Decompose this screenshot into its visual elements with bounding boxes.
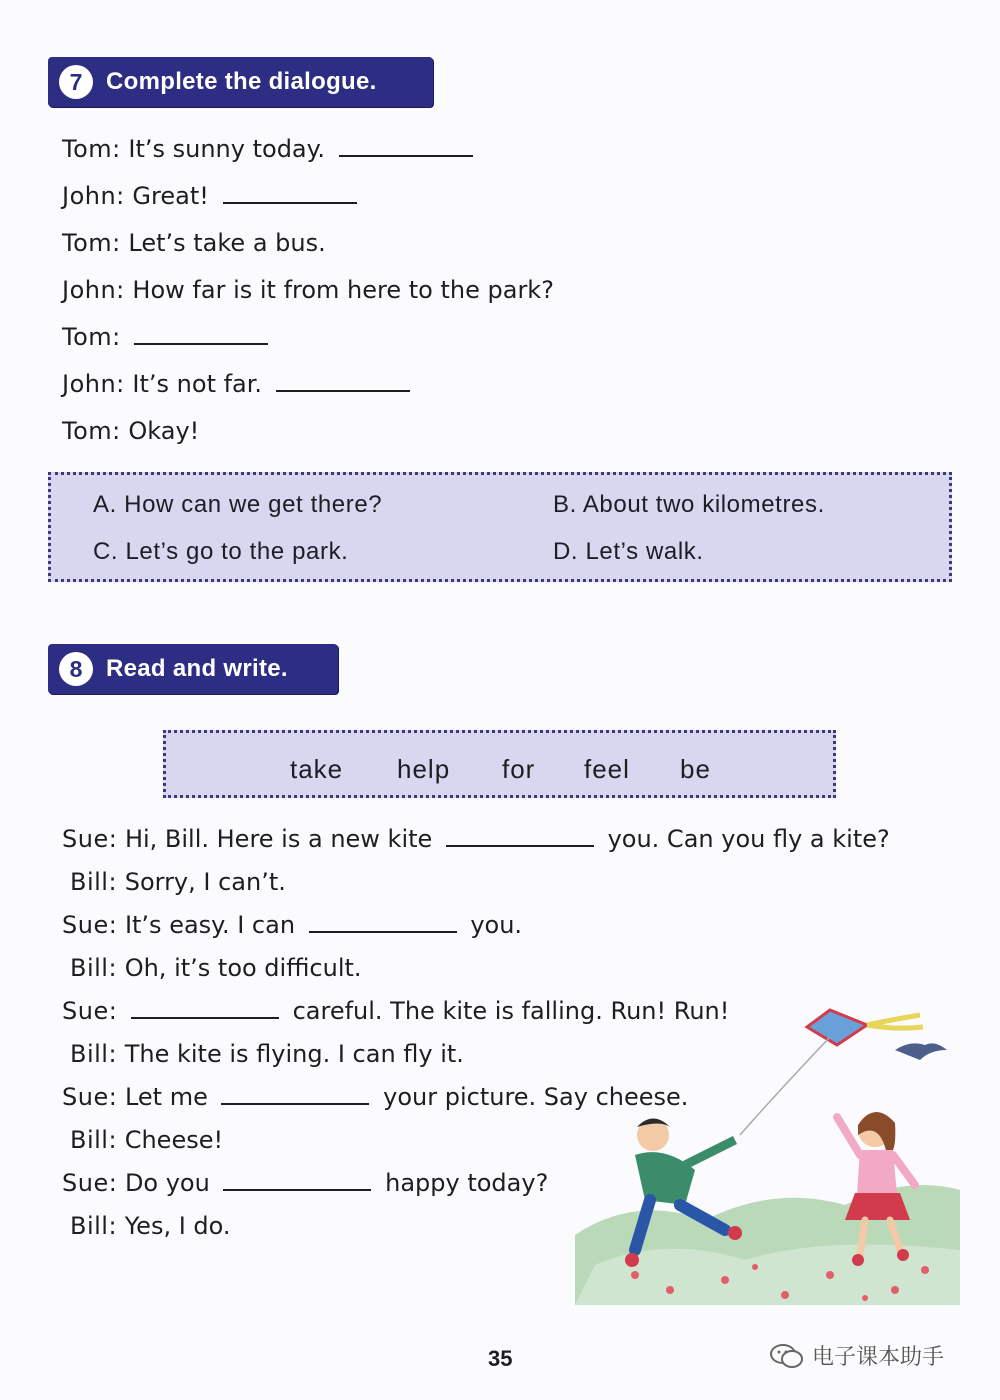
line-text: It’s sunny today. bbox=[128, 135, 326, 163]
section-title: Complete the dialogue. bbox=[106, 68, 377, 95]
word-bank-word: take bbox=[290, 754, 344, 784]
dialogue-line bbox=[70, 1126, 223, 1154]
line-text: Oh, it’s too difficult. bbox=[124, 954, 362, 982]
line-text: Hi, Bill. Here is a new kite bbox=[124, 825, 433, 853]
speaker: Tom: bbox=[62, 229, 121, 257]
dialogue-line bbox=[62, 276, 554, 304]
speaker: Tom: bbox=[62, 323, 121, 351]
option-c: C. Let’s go to the park. bbox=[93, 538, 349, 565]
dialogue-line bbox=[62, 911, 522, 939]
speaker: Sue: bbox=[62, 911, 118, 939]
dialogue-line bbox=[70, 868, 286, 896]
speaker: Sue: bbox=[62, 1083, 118, 1111]
answer-blank[interactable] bbox=[223, 182, 357, 204]
page-number: 35 bbox=[488, 1346, 513, 1371]
dialogue-line bbox=[62, 229, 326, 257]
dialogue-line bbox=[62, 135, 479, 163]
line-text: Let’s take a bus. bbox=[128, 229, 326, 257]
options-box bbox=[48, 472, 952, 582]
speaker: John: bbox=[62, 276, 125, 304]
speaker: Bill: bbox=[70, 954, 118, 982]
section-8-banner bbox=[48, 644, 338, 694]
dialogue-line bbox=[70, 1040, 464, 1068]
section-7-banner bbox=[48, 57, 433, 107]
speaker: Bill: bbox=[70, 1212, 118, 1240]
line-text: happy today? bbox=[385, 1169, 549, 1197]
line-text: careful. The kite is falling. Run! Run! bbox=[292, 997, 730, 1025]
line-text: It’s easy. I can bbox=[124, 911, 296, 939]
answer-blank[interactable] bbox=[131, 997, 279, 1019]
answer-blank[interactable] bbox=[223, 1169, 371, 1191]
line-text: Great! bbox=[132, 182, 209, 210]
word-bank-word: be bbox=[680, 754, 711, 784]
answer-blank[interactable] bbox=[446, 825, 594, 847]
line-text: Do you bbox=[124, 1169, 210, 1197]
line-text: Sorry, I can’t. bbox=[124, 868, 286, 896]
kite-icon bbox=[740, 1010, 923, 1135]
speaker: John: bbox=[62, 370, 125, 398]
dialogue-line bbox=[70, 954, 362, 982]
line-text: How far is it from here to the park? bbox=[132, 276, 554, 304]
line-text: The kite is flying. I can fly it. bbox=[124, 1040, 464, 1068]
answer-blank[interactable] bbox=[221, 1083, 369, 1105]
line-text: you. bbox=[470, 911, 523, 939]
answer-blank[interactable] bbox=[309, 911, 457, 933]
dialogue-line bbox=[70, 1212, 231, 1240]
line-text: your picture. Say cheese. bbox=[383, 1083, 689, 1111]
section-number: 7 bbox=[59, 65, 93, 99]
section-title: Read and write. bbox=[106, 655, 288, 682]
watermark-text: 电子课本助手 bbox=[812, 1345, 945, 1370]
word-bank-word: feel bbox=[584, 754, 630, 784]
line-text: It’s not far. bbox=[132, 370, 263, 398]
speaker: John: bbox=[62, 182, 125, 210]
speaker: Sue: bbox=[62, 997, 118, 1025]
dialogue-line bbox=[62, 370, 416, 398]
dialogue-line bbox=[62, 323, 274, 351]
answer-blank[interactable] bbox=[276, 370, 410, 392]
speaker: Bill: bbox=[70, 868, 118, 896]
kite-illustration bbox=[575, 1005, 960, 1310]
line-text: Okay! bbox=[128, 417, 200, 445]
watermark bbox=[770, 1340, 944, 1371]
line-text: Yes, I do. bbox=[124, 1212, 231, 1240]
line-text: Let me bbox=[124, 1083, 208, 1111]
line-text: you. Can you fly a kite? bbox=[607, 825, 890, 853]
speaker: Bill: bbox=[70, 1126, 118, 1154]
section-number: 8 bbox=[59, 652, 93, 686]
option-d: D. Let’s walk. bbox=[553, 538, 704, 565]
speaker: Sue: bbox=[62, 825, 118, 853]
dialogue-line bbox=[62, 1169, 548, 1197]
answer-blank[interactable] bbox=[339, 135, 473, 157]
answer-blank[interactable] bbox=[134, 323, 268, 345]
dialogue-line bbox=[62, 182, 363, 210]
speaker: Tom: bbox=[62, 417, 121, 445]
speaker: Sue: bbox=[62, 1169, 118, 1197]
bird-icon bbox=[895, 1043, 947, 1060]
word-bank bbox=[163, 730, 836, 798]
wechat-icon bbox=[770, 1343, 804, 1369]
dialogue-line bbox=[62, 417, 199, 445]
speaker: Tom: bbox=[62, 135, 121, 163]
line-text: Cheese! bbox=[124, 1126, 224, 1154]
speaker: Bill: bbox=[70, 1040, 118, 1068]
word-bank-word: help bbox=[397, 754, 451, 784]
option-b: B. About two kilometres. bbox=[553, 491, 825, 518]
option-a: A. How can we get there? bbox=[93, 491, 383, 518]
word-bank-word: for bbox=[502, 754, 536, 784]
dialogue-line bbox=[62, 825, 890, 853]
